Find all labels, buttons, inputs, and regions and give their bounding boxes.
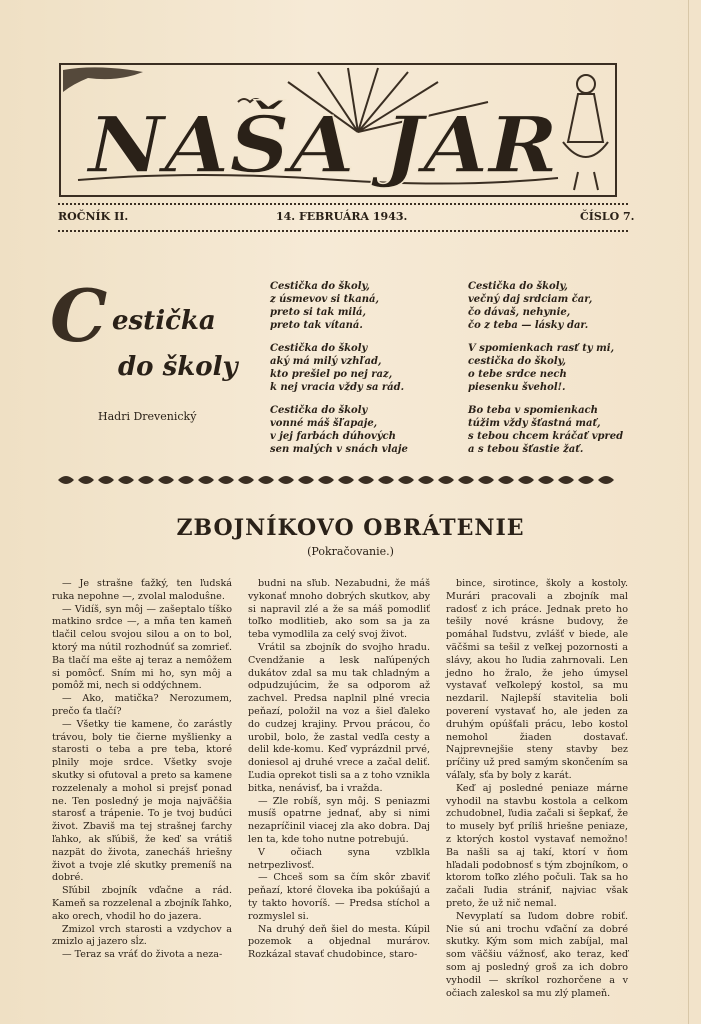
paragraph: Zmizol vrch starosti a vzdychov a zmizlo aj jazero sĺz. — [52, 923, 232, 948]
article-column-3 — [446, 578, 628, 1000]
verse-line: preto tak vítaná. — [270, 320, 363, 331]
poem-title-initial: C — [50, 273, 108, 358]
poem-title-word1: estička — [112, 306, 216, 336]
poem-title-word2: do školy — [118, 352, 238, 382]
paragraph: Na druhý deň šiel do mesta. Kúpil pozemok a objednal murárov. Rozkázal stavať chudobince, staro- — [248, 923, 430, 961]
verse-line: Bo teba v spomienkach — [468, 405, 598, 416]
paragraph: — Ako, matička? Nerozumem, prečo ťa tlačí? — [52, 693, 232, 717]
page-edge-line — [688, 0, 689, 1024]
paragraph: budni na sľub. Nezabudni, že máš vykonať mnoho dobrých skutkov, aby si napravil zlé a že sa máš pomodliť toľko modlitieb, ako som sa ja za teba vymodlila za celý svoj život. — [248, 578, 430, 641]
stanza — [468, 404, 658, 456]
paragraph: bince, sirotince, školy a kostoly. Murári pracovali a zbojník mal radosť z ich práce. Jednak preto ho tešily nové krásne budovy, že pomáhal ľudstvu, zvlášť v biede, ale väčšmi sa tešil z veľkej pozornosti a slávy, akou ho ľudia zahrnovali. Len jedno ho žralo, že jeho úmysel vystavať veľkolepý kostol, sa mu nezdaril. Najlepší stavitelia boli poverení vystavať ho, ale jeden za druhým opúšťali prácu, lebo kostol nemohol žiaden dostavať. Najprevnejšie steny stavby bez príčiny už pred samým skončením sa váľaly, sťa by boly z karát. — [446, 578, 628, 781]
verse-line: sen malých v snách vlaje — [270, 444, 408, 455]
verse-line: V spomienkach rasť ty mi, — [468, 343, 615, 354]
poem-title — [50, 273, 250, 390]
date-label: 14. FEBRUÁRA 1943. — [276, 210, 408, 223]
poem-author: Hadri Drevenický — [98, 410, 197, 423]
verse-line: Cestička do školy — [270, 405, 368, 416]
verse-line: s tebou chcem kráčať vpred — [468, 431, 624, 442]
verse-line: z úsmevov si tkaná, — [270, 294, 379, 305]
masthead-rule-bottom — [58, 230, 628, 236]
verse-line: a s tebou šťastie žať. — [468, 444, 584, 455]
paragraph: Keď aj posledné peniaze márne vyhodil na stavbu kostola a celkom zchudobnel, ľudia začali si šepkať, že to musely byť príliš hriešne peniaze, z ktorých kostol vystavať nemožno! Ba našli sa aj takí, ktorí v ňom hľadali podobnosť s tým zbojníkom, o ktorom toľko zlého počuli. Tak sa ho začali ľudia stránif, najviac však preto, že už nič nemal. — [446, 782, 628, 909]
paragraph: — Vidíš, syn môj — zašeptalo tíško matkino srdce —, a mňa ten kameň tlačil celou svojou silou a on to bol, ktorý ma nútil rozhodnúť sa zomrieť. Ba tlačí ma ešte aj teraz a nemôžem si pomôcť. Sním mi ho, syn môj a pomôž mi, nech si oddýchnem. — [52, 603, 232, 692]
stanza — [468, 342, 658, 394]
stanza — [270, 404, 460, 456]
verse-line: Cestička do školy, — [270, 281, 370, 292]
paragraph: Vrátil sa zbojník do svojho hradu. Cvendžanie a lesk naľúpených dukátov zdal sa mu tak chladným a odpudzujúcim, že sa odporom až zachvel. Predsa naplnil plné vrecia peňazí, položil na voz a šiel ďaleko do cudzej krajiny. Prvou prácou, čo urobil, bolo, že zastal vedľa cesty a delil kde-komu. Keď vyprázdnil prvé, doniesol aj druhé vrece a začal deliť. Ľudia oprekot tisli sa a z toho vznikla bitka, nenávisť, ba i vražda. — [248, 641, 430, 794]
paragraph: — Všetky tie kamene, čo zarástly trávou, boly tie čierne myšlienky a starosti o teba a pre teba, ktoré plnily moje srdce. Všetky svoje skutky si ofutoval a preto sa kamene rozzelenaly a mohol si prejsť ponad ne. Ten posledný je moja najväčšia starosť a trápenie. To je tvoj budúci život. Zbaviš ma tej strašnej ťarchy ľahko, ak sľúbiš, že keď sa vrátiš nazpät do života, zanecháš hriešny život a tvoje zlé skutky premeníš na dobré. — [52, 718, 232, 884]
volume-label: ROČNÍK II. — [58, 210, 129, 223]
paragraph: Sľúbil zbojník vďačne a rád. Kameň sa rozzelenal a zbojník ľahko, ako orech, vhodil ho do jazera. — [52, 885, 232, 922]
verse-line: večný daj srdciam čar, — [468, 294, 593, 305]
masthead-rule-top — [58, 203, 628, 209]
leaf-ornament — [63, 67, 143, 92]
verse-line: aký má milý vzhľad, — [270, 356, 382, 367]
paragraph: V očiach syna vzblkla netrpezlivosť. — [248, 846, 430, 871]
verse-line: o tebe srdce nech — [468, 369, 567, 380]
verse-line: čo dávaš, nehynie, — [468, 307, 571, 318]
paragraph: — Chceš som sa čím skôr zbaviť peňazí, ktoré človeka iba pokúšajú a ty takto hovoríš. — Predsa stíchol a rozmyslel si. — [248, 872, 430, 922]
stanza — [468, 280, 658, 332]
verse-line: preto si tak milá, — [270, 307, 366, 318]
stanza — [270, 280, 460, 332]
verse-line: Cestička do školy, — [468, 281, 568, 292]
masthead — [58, 62, 618, 198]
paragraph: — Zle robíš, syn môj. S peniazmi musíš opatrne jednať, aby si nimi nezapríčinil viacej zla ako dobra. Daj len ta, kde toho nutne potrebujú. — [248, 795, 430, 845]
verse-line: Cestička do školy — [270, 343, 368, 354]
paragraph: Nevyplatí sa ľudom dobre robiť. Nie sú ani trochu vďační za dobré skutky. Kým som mich zabíjal, mal som väčšiu vážnosť, ako teraz, keď som aj posledný groš za ich dobro vyhodil — skríkol rozhorčene a v očiach zaleskol sa mu zlý plameň. — [446, 910, 628, 999]
masthead-illustration — [58, 62, 618, 198]
stanza — [270, 342, 460, 394]
issue-meta — [58, 210, 635, 228]
verse-line: túžim vždy šťastná mať, — [468, 418, 601, 429]
article-subtitle: (Pokračovanie.) — [307, 545, 394, 558]
article-title: ZBOJNÍKOVO OBRÁTENIE — [176, 515, 525, 541]
verse-line: čo z teba — lásky dar. — [468, 320, 589, 331]
masthead-title: NAŠA JAR — [88, 100, 527, 191]
verse-line: cestička do školy, — [468, 356, 566, 367]
verse-line: vonné máš šľapaje, — [270, 418, 378, 429]
verse-line: kto prešiel po nej raz, — [270, 369, 393, 380]
article-column-1 — [52, 578, 232, 962]
verse-line: v jej farbách dúhových — [270, 431, 396, 442]
issue-number: ČÍSLO 7. — [580, 210, 635, 223]
decorative-band — [58, 472, 623, 488]
paragraph: — Je strašne ťažký, ten ľudská ruka nepohne —, zvolal maloduŝne. — [52, 578, 232, 602]
verse-line: k nej vracia vždy sa rád. — [270, 382, 405, 393]
paragraph: — Teraz sa vráť do života a neza- — [62, 949, 223, 961]
woman-figure — [563, 75, 608, 190]
verse-line: piesenku švehol!. — [468, 382, 566, 393]
article-column-2 — [248, 578, 430, 962]
